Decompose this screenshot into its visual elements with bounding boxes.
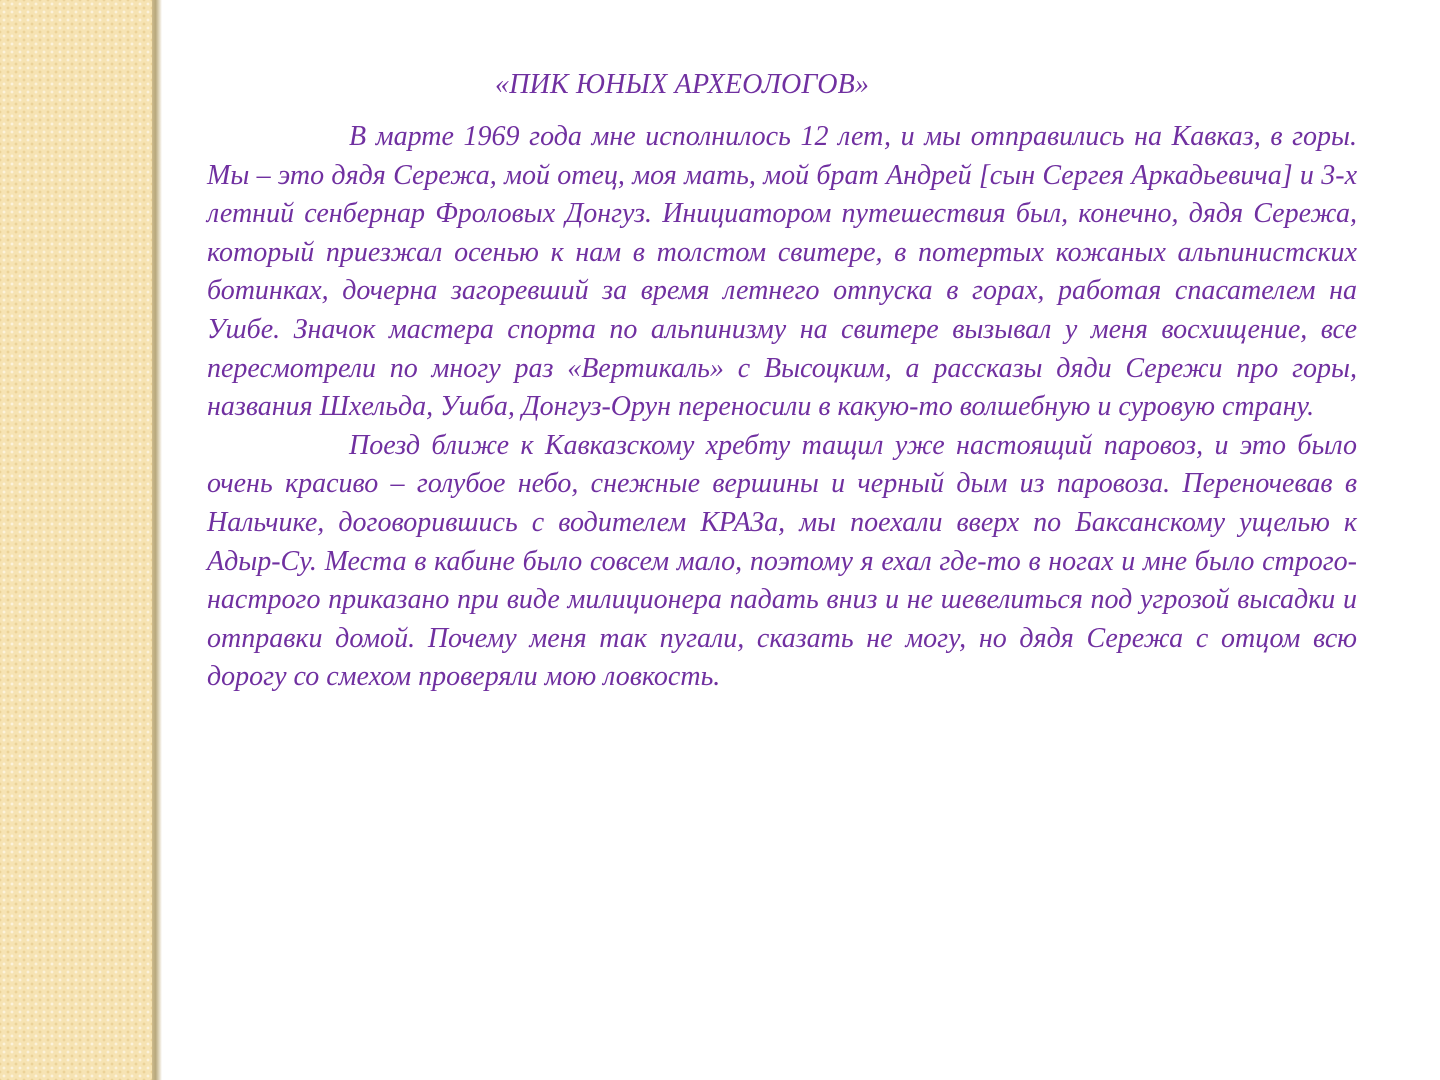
paragraph-2: Поезд ближе к Кавказскому хребту тащил уже настоящий паровоз, и это было очень красиво – голубое небо, снежные вершины и черный дым из паровоза. Переночевав в Нальчике, договорившись с водителем КРАЗа, мы поехали вверх по Баксанскому ущелью к Адыр-Су. Места в кабине было совсем мало, поэтому я ехал где-то в ногах и мне было строго-настрого приказано при виде милиционера падать вниз и не шевелиться под угрозой высадки и отправки домой. Почему меня так пугали, сказать не могу, но дядя Сережа с отцом всю дорогу со смехом проверяли мою ловкость. — [207, 429, 1357, 693]
decorative-side-band — [0, 0, 152, 1080]
slide-title: «ПИК ЮНЫХ АРХЕОЛОГОВ» — [495, 69, 870, 100]
slide-content — [207, 62, 1357, 697]
paragraph-1: В марте 1969 года мне исполнилось 12 лет, и мы отправились на Кавказ, в горы. Мы – это дядя Сережа, мой отец, моя мать, мой брат Андрей [сын Сергея Аркадьевича] и 3-х летний сенбернар Фроловых Донгуз. Инициатором путешествия был, конечно, дядя Сережа, который приезжал осенью к нам в толстом свитере, в потертых кожаных альпинистских ботинках, дочерна загоревший за время летнего отпуска в горах, работая спасателем на Ушбе. Значок мастера спорта по альпинизму на свитере вызывал у меня восхищение, все пересмотрели по многу раз «Вертикаль» с Высоцким, а рассказы дяди Сережи про горы, названия Шхельда, Ушба, Донгуз-Орун переносили в какую-то волшебную и суровую страну. — [207, 121, 1357, 423]
side-band-shadow-edge — [152, 0, 162, 1080]
